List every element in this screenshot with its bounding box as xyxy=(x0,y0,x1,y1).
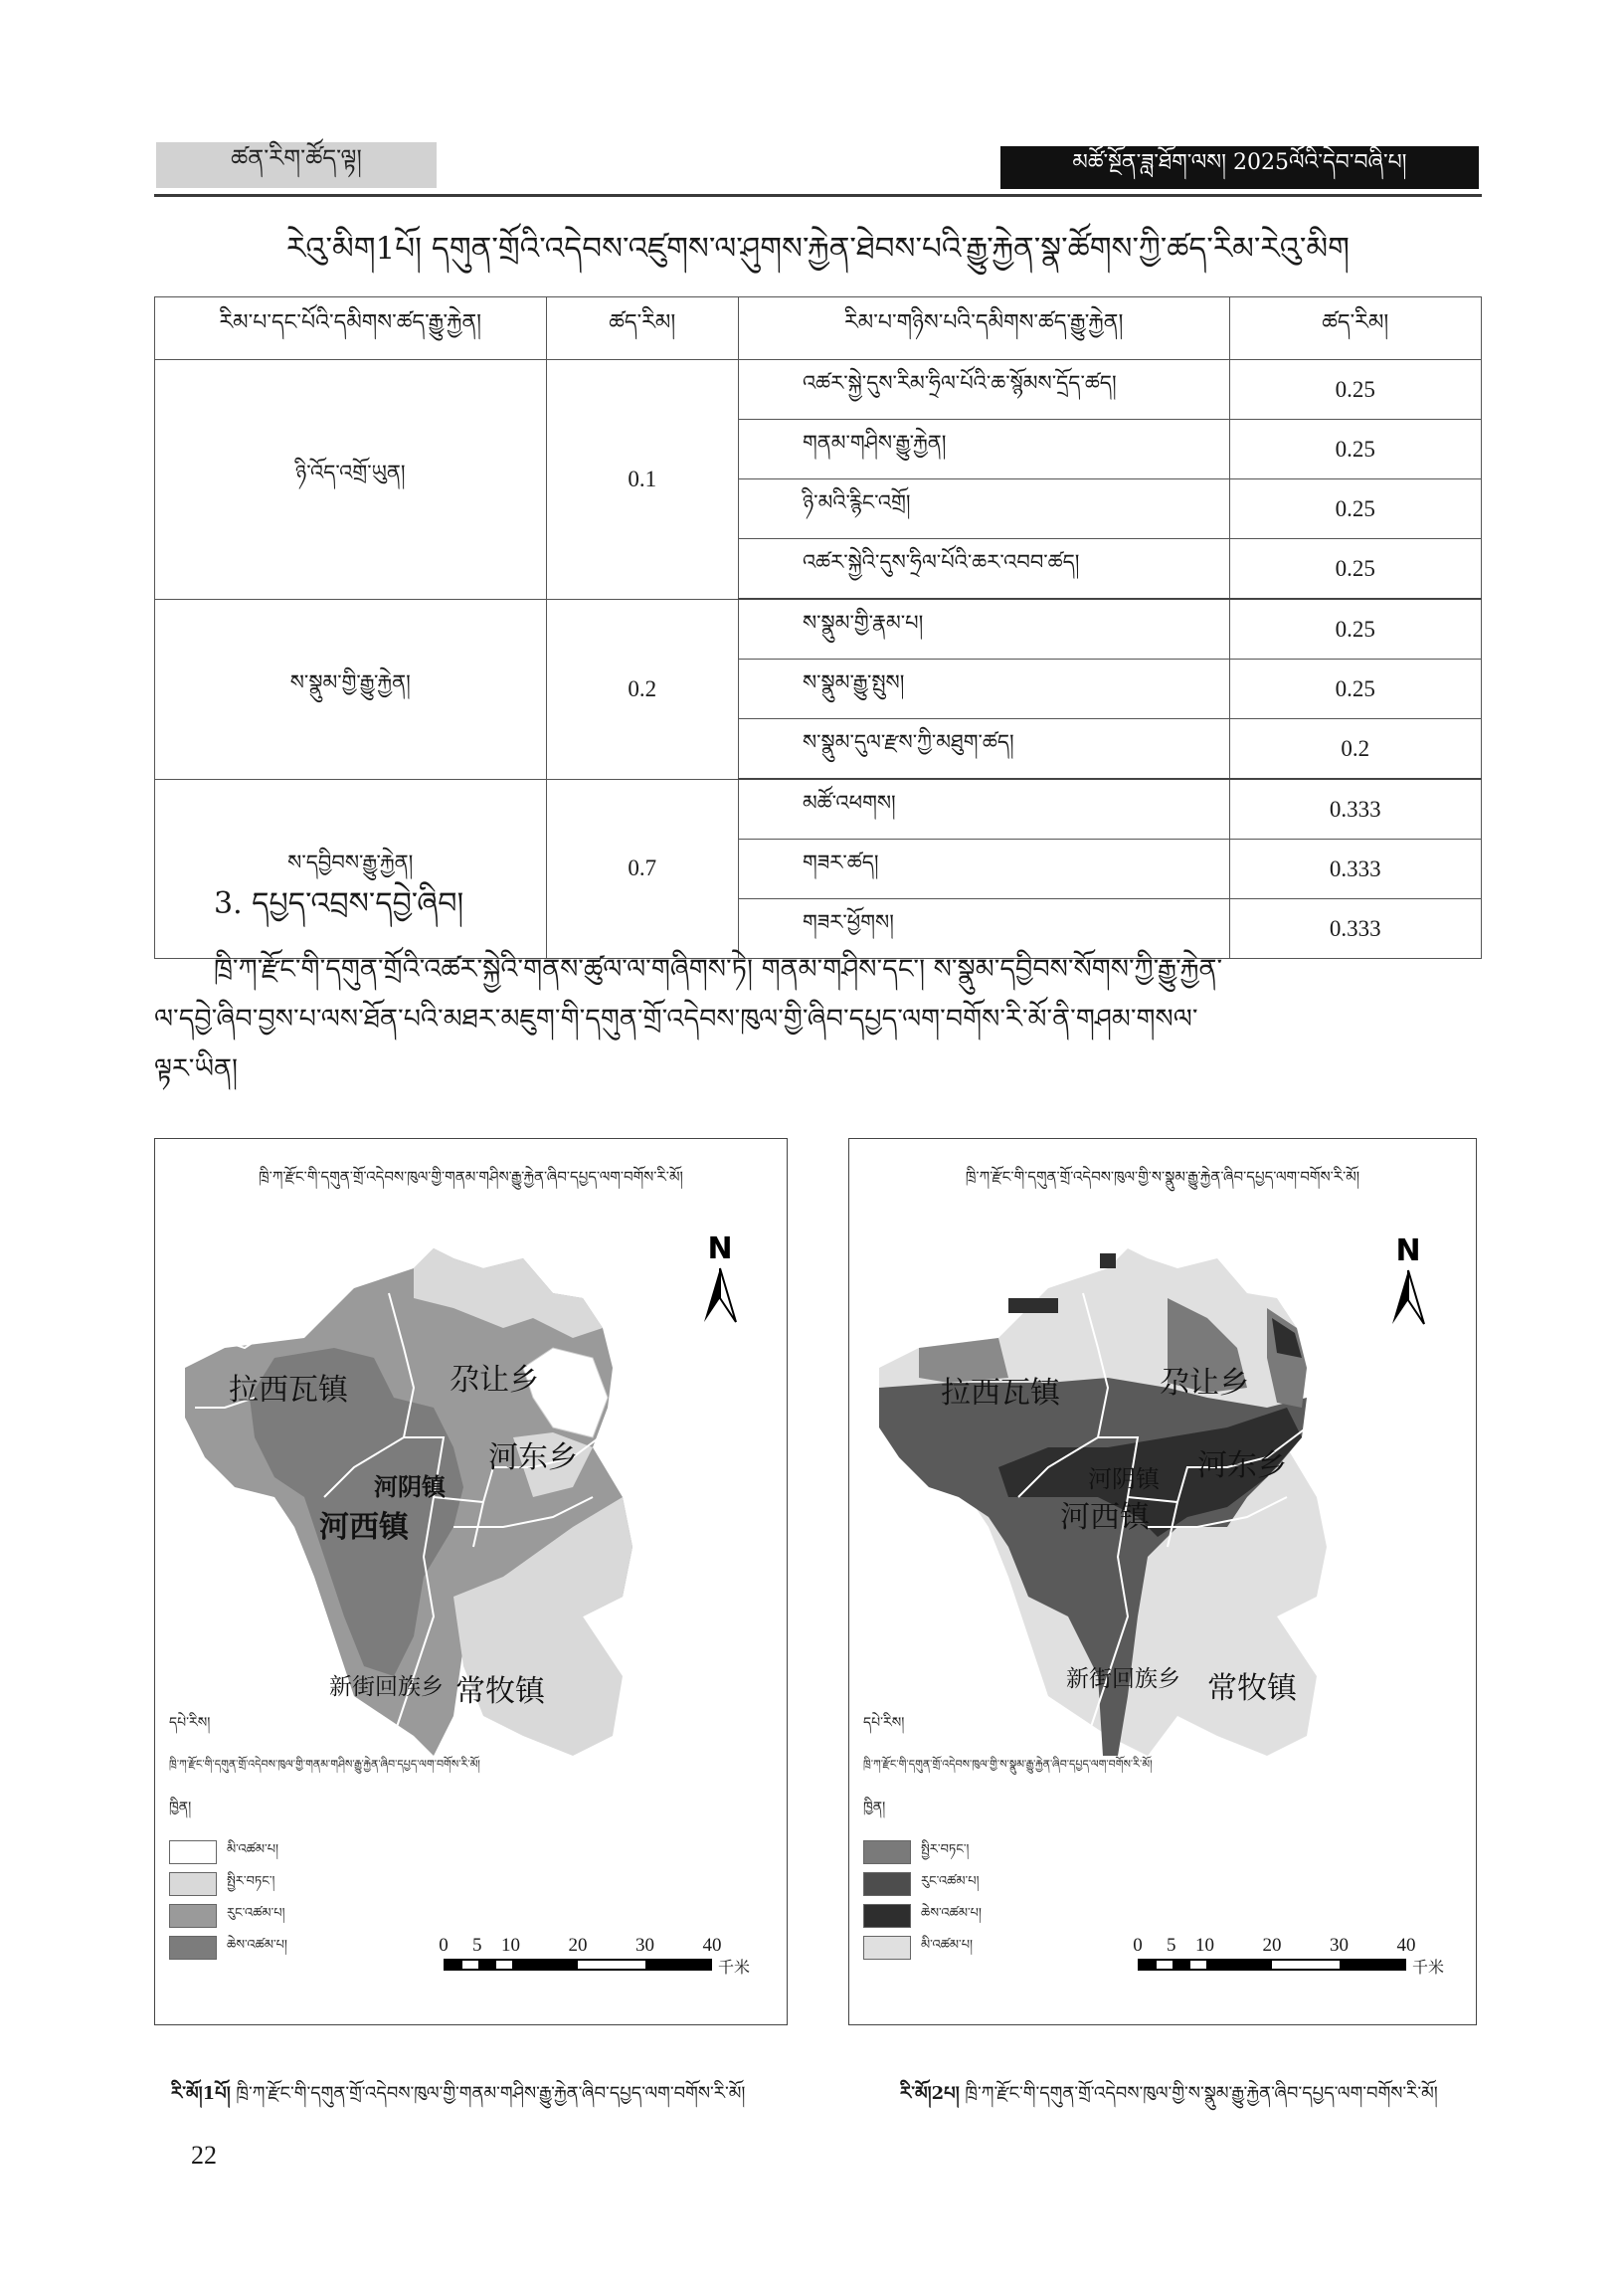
header-rule xyxy=(154,194,1482,197)
legend-class-label: ཁྱིན། xyxy=(169,1800,192,1815)
legend-item xyxy=(169,1900,480,1932)
legend-item xyxy=(863,1836,1153,1868)
table-row xyxy=(155,360,1482,420)
paragraph-line: ལ་དབྱེ་ཞིབ་བྱས་པ་ལས་ཐོན་པའི་མཐར་མཇུག་གི་དགུན་གྲོ་འདེབས་ཁུལ་གྱི་ཞིབ་དཔྱད་ལག་བགོས་རི་མོ་ནི་གཤམ་གསལ་ xyxy=(154,1004,1198,1035)
secondary-factor: ས་སྣུམ་དུལ་རྫས་ཀྱི་མཐུག་ཚད། xyxy=(738,719,1229,780)
secondary-weight: 0.25 xyxy=(1229,360,1481,420)
secondary-factor: འཚར་སྐྱེ་དུས་རིམ་ཧྲིལ་པོའི་ཆ་སྙོམས་དྲོད་ཚད། xyxy=(738,360,1229,420)
scale-tick: 40 xyxy=(702,1935,722,1956)
secondary-weight: 0.25 xyxy=(1229,479,1481,539)
north-arrow-icon xyxy=(704,1232,736,1322)
table-header-cell: ཚད་རིམ། xyxy=(546,297,738,360)
caption-text: ཁྲི་ཀ་རྫོང་གི་དགུན་གྲོ་འདེབས་ཁུལ་གྱི་ས་སྣུམ་རྒྱུ་རྐྱེན་ཞིབ་དཔྱད་ལག་བགོས་རི་མོ། xyxy=(965,2083,1438,2104)
secondary-weight: 0.333 xyxy=(1229,779,1481,840)
town-label: 尕让乡 xyxy=(450,1363,539,1398)
legend-swatch xyxy=(863,1872,911,1896)
legend-label: རུང་འཚམ་པ། xyxy=(921,1873,980,1889)
secondary-factor: འཚར་སྐྱེའི་དུས་ཧྲིལ་པོའི་ཆར་འབབ་ཚད། xyxy=(738,539,1229,600)
primary-weight: 0.7 xyxy=(546,779,738,959)
table-row xyxy=(155,779,1482,840)
scale-ticks xyxy=(1133,1935,1416,1959)
town-label: 河东乡 xyxy=(488,1440,578,1475)
town-label: 常牧镇 xyxy=(1207,1671,1297,1706)
legend-label: རུང་འཚམ་པ། xyxy=(227,1905,285,1921)
paragraph-line: ལྟར་ཡིན། xyxy=(154,1053,239,1084)
map-region-most-suitable xyxy=(1100,1253,1116,1268)
scale-bar xyxy=(439,1935,750,1977)
table-title: རེའུ་མིག1པོ། དགུན་གྲོའི་འདེབས་འཛུགས་ལ་ཤུགས་རྐྱེན་ཐེབས་པའི་རྒྱུ་རྐྱེན་སྣ་ཚོགས་ཀྱི་ཚད་རིམ་རེའུ་མིག xyxy=(286,231,1350,267)
legend-label: ཆེས་འཚམ་པ། xyxy=(921,1905,982,1921)
legend-class-label: ཁྱིན། xyxy=(863,1800,886,1815)
secondary-weight: 0.25 xyxy=(1229,420,1481,479)
legend-item xyxy=(863,1900,1153,1932)
town-label: 河西镇 xyxy=(1060,1500,1150,1535)
caption-label: རི་མོ།1པོ། xyxy=(171,2083,231,2104)
page-number: 22 xyxy=(191,2141,217,2170)
scale-tick: 10 xyxy=(1195,1935,1214,1956)
secondary-factor: གནམ་གཤིས་རྒྱུ་རྐྱེན། xyxy=(738,420,1229,479)
map-legend xyxy=(169,1706,480,1964)
primary-weight: 0.1 xyxy=(546,360,738,600)
paragraph-line: ཁྲི་ཀ་རྫོང་གི་དགུན་གྲོའི་འཚར་སྐྱེའི་གནས་ཚུལ་ལ་གཞིགས་ཏེ། གནམ་གཤིས་དང་། ས་སྣུམ་དབྱིབས་སོགས་ཀྱི་རྒྱུ་རྐྱེན་ xyxy=(214,954,1223,985)
figure-soil-map xyxy=(848,1138,1477,2025)
town-label: 河阴镇 xyxy=(1088,1465,1160,1493)
secondary-factor: གཟར་ཚད། xyxy=(738,840,1229,899)
primary-factor: ས་སྣུམ་གྱི་རྒྱུ་རྐྱེན། xyxy=(155,599,547,779)
secondary-weight: 0.25 xyxy=(1229,539,1481,600)
legend-label: མི་འཚམ་པ། xyxy=(227,1841,278,1857)
running-header-journal: མཚོ་སྔོན་ཟླ་ཐོག་ལས། 2025ལོའི་དེབ་བཞི་པ། xyxy=(1000,146,1479,189)
legend-label: ཆེས་འཚམ་པ། xyxy=(227,1937,287,1953)
legend-swatch xyxy=(169,1872,217,1896)
town-label: 河东乡 xyxy=(1197,1448,1287,1483)
town-label: 拉西瓦镇 xyxy=(229,1373,348,1408)
scale-tick: 5 xyxy=(472,1935,482,1956)
town-label: 拉西瓦镇 xyxy=(941,1376,1060,1411)
figure-title: ཁྲི་ཀ་རྫོང་གི་དགུན་གྲོ་འདེབས་ཁུལ་གྱི་ས་སྣུམ་རྒྱུ་རྐྱེན་ཞིབ་དཔྱད་ལག་བགོས་རི་མོ། xyxy=(965,1168,1360,1186)
scale-tick: 20 xyxy=(1262,1935,1282,1956)
legend-heading: དཔེ་རིས། xyxy=(863,1715,905,1731)
town-label: 尕让乡 xyxy=(1160,1366,1249,1401)
legend-item xyxy=(169,1836,480,1868)
primary-factor: ཉི་འོད་འགྲོ་ཡུན། xyxy=(155,360,547,600)
secondary-factor: ཉི་མའི་རྙིང་འགྲོ། xyxy=(738,479,1229,539)
legend-label: མི་འཚམ་པ། xyxy=(921,1937,973,1953)
secondary-weight: 0.25 xyxy=(1229,660,1481,719)
scale-tick: 0 xyxy=(439,1935,449,1956)
legend-label: སྤྱིར་བཏང་། xyxy=(921,1841,970,1857)
legend-swatch xyxy=(863,1840,911,1864)
map-legend xyxy=(863,1706,1153,1964)
legend-item xyxy=(863,1868,1153,1900)
scale-tick: 40 xyxy=(1396,1935,1416,1956)
secondary-weight: 0.333 xyxy=(1229,899,1481,959)
table-row xyxy=(155,599,1482,660)
running-header-section: ཚན་རིག་ཚོད་ལྟ། xyxy=(156,142,437,188)
figure-title: ཁྲི་ཀ་རྫོང་གི་དགུན་གྲོ་འདེབས་ཁུལ་གྱི་གནམ་གཤིས་རྒྱུ་རྐྱེན་ཞིབ་དཔྱད་ལག་བགོས་རི་མོ། xyxy=(259,1168,683,1186)
secondary-weight: 0.2 xyxy=(1229,719,1481,780)
table-header-row xyxy=(155,297,1482,360)
legend-item xyxy=(169,1932,480,1964)
secondary-factor: ས་སྣུམ་གྱི་རྣམ་པ། xyxy=(738,599,1229,660)
scale-unit: 千米 xyxy=(1411,1958,1444,1977)
secondary-factor: ས་སྣུམ་རྒྱུ་སྤུས། xyxy=(738,660,1229,719)
scale-tick: 5 xyxy=(1167,1935,1176,1956)
body-paragraph xyxy=(154,945,1482,1094)
primary-weight: 0.2 xyxy=(546,599,738,779)
svg-text:N: N xyxy=(1395,1234,1421,1268)
legend-heading: དཔེ་རིས། xyxy=(169,1715,211,1731)
section-heading: 3. དཔྱད་འབྲས་དབྱེ་ཞིབ། xyxy=(214,886,464,921)
north-arrow-icon xyxy=(1392,1234,1424,1324)
scale-ticks xyxy=(439,1935,722,1959)
legend-swatch xyxy=(863,1936,911,1960)
caption-label: རི་མོ།2པ། xyxy=(900,2083,960,2104)
scale-bar-graphic xyxy=(444,1959,712,1971)
town-label: 河西镇 xyxy=(319,1510,409,1545)
legend-swatch xyxy=(863,1904,911,1928)
map-region-most-suitable xyxy=(1008,1298,1058,1313)
table-header-cell: རིམ་པ་གཉིས་པའི་དམིགས་ཚད་རྒྱུ་རྐྱེན། xyxy=(738,297,1229,360)
scale-bar xyxy=(1133,1935,1444,1977)
scale-tick: 30 xyxy=(635,1935,654,1956)
weight-table xyxy=(154,296,1482,959)
primary-factor: ས་དབྱིབས་རྒྱུ་རྐྱེན། xyxy=(155,779,547,959)
scale-tick: 20 xyxy=(568,1935,588,1956)
town-label: 新街回族乡 xyxy=(329,1674,444,1700)
legend-subtitle: ཁྲི་ཀ་རྫོང་གི་དགུན་གྲོ་འདེབས་ཁུལ་གྱི་ས་སྣུམ་རྒྱུ་རྐྱེན་ཞིབ་དཔྱད་ལག་བགོས་རི་མོ། xyxy=(863,1758,1153,1771)
svg-text:N: N xyxy=(707,1232,733,1266)
town-label: 常牧镇 xyxy=(455,1674,545,1709)
legend-label: སྤྱིར་བཏང་། xyxy=(227,1873,275,1889)
legend-swatch xyxy=(169,1936,217,1960)
secondary-factor: མཚོ་འཕགས། xyxy=(738,779,1229,840)
scale-unit: 千米 xyxy=(717,1958,750,1977)
secondary-weight: 0.333 xyxy=(1229,840,1481,899)
figure-1-caption xyxy=(171,2074,745,2124)
secondary-weight: 0.25 xyxy=(1229,599,1481,660)
legend-swatch xyxy=(169,1904,217,1928)
scale-tick: 0 xyxy=(1133,1935,1143,1956)
town-label: 新街回族乡 xyxy=(1066,1666,1180,1692)
town-label: 河阴镇 xyxy=(374,1473,446,1501)
figure-climate-map xyxy=(154,1138,788,2025)
secondary-factor: གཟར་ཕྱོགས། xyxy=(738,899,1229,959)
scale-tick: 30 xyxy=(1330,1935,1349,1956)
legend-subtitle: ཁྲི་ཀ་རྫོང་གི་དགུན་གྲོ་འདེབས་ཁུལ་གྱི་གནམ་གཤིས་རྒྱུ་རྐྱེན་ཞིབ་དཔྱད་ལག་བགོས་རི་མོ། xyxy=(169,1758,480,1771)
caption-text: ཁྲི་ཀ་རྫོང་གི་དགུན་གྲོ་འདེབས་ཁུལ་གྱི་གནམ་གཤིས་རྒྱུ་རྐྱེན་ཞིབ་དཔྱད་ལག་བགོས་རི་མོ། xyxy=(236,2083,746,2104)
legend-item xyxy=(863,1932,1153,1964)
legend-swatch xyxy=(169,1840,217,1864)
figure-2-caption xyxy=(900,2074,1438,2124)
scale-tick: 10 xyxy=(501,1935,520,1956)
legend-item xyxy=(169,1868,480,1900)
scale-bar-graphic xyxy=(1138,1959,1406,1971)
table-header-cell: རིམ་པ་དང་པོའི་དམིགས་ཚད་རྒྱུ་རྐྱེན། xyxy=(155,297,547,360)
table-header-cell: ཚད་རིམ། xyxy=(1229,297,1481,360)
